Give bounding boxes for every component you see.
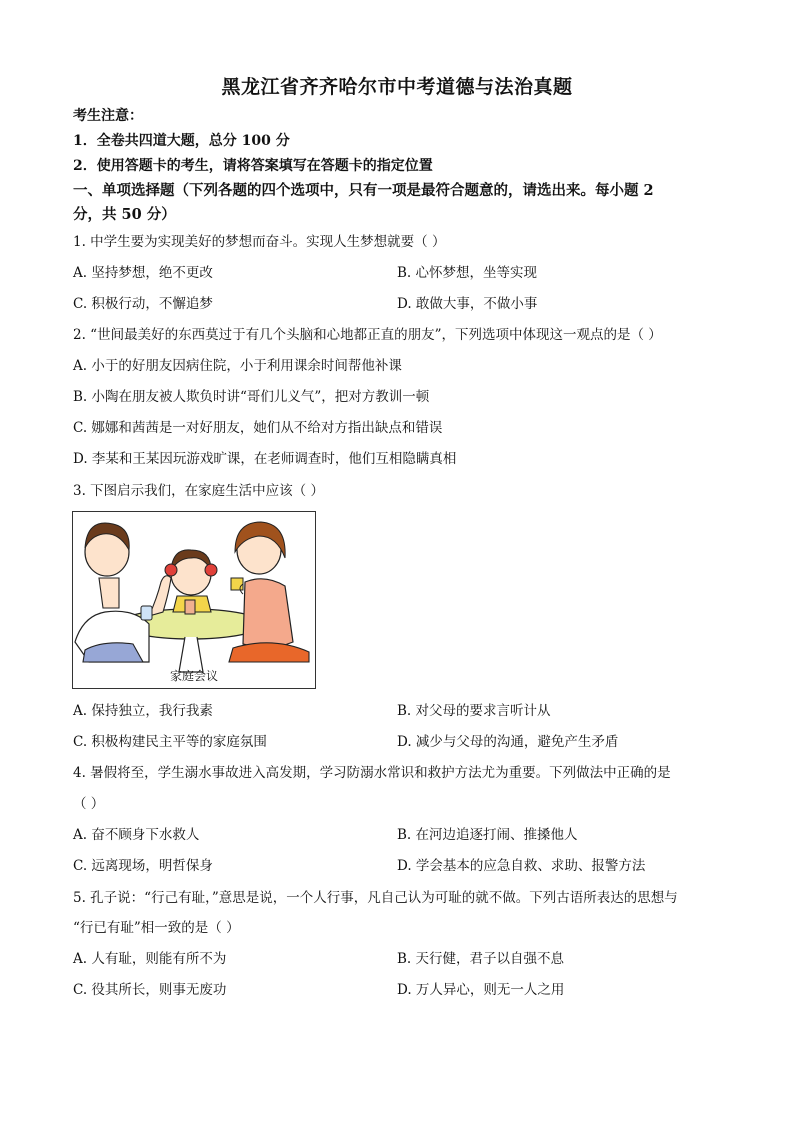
page-title: 黑龙江省齐齐哈尔市中考道德与法治真题	[221, 76, 573, 98]
question-4-option-c[interactable]: C. 远离现场，明哲保身	[73, 858, 213, 874]
question-3-stem: 3. 下图启示我们，在家庭生活中应该（ ）	[73, 483, 324, 499]
question-5-stem-line2: “行已有耻”相一致的是（ ）	[73, 920, 240, 936]
question-3-option-c[interactable]: C. 积极构建民主平等的家庭氛围	[73, 734, 267, 750]
question-4-stem-line2: （ ）	[73, 796, 105, 812]
question-3-option-b[interactable]: B. 对父母的要求言听计从	[397, 703, 551, 719]
question-5-option-c[interactable]: C. 役其所长，则事无废功	[73, 982, 227, 998]
question-5-stem-line1: 5. 孔子说：“行己有耻，”意思是说，一个人行事，凡自己认为可耻的就不做。下列古语所表达的思想与	[73, 890, 678, 906]
notice-heading: 考生注意：	[73, 108, 143, 124]
question-5-option-a[interactable]: A. 人有耻，则能有所不为	[73, 951, 227, 967]
question-4-option-b[interactable]: B. 在河边追逐打闹、推搡他人	[397, 827, 578, 843]
family-meeting-drawing	[73, 512, 315, 688]
question-2-option-d[interactable]: D. 李某和王某因玩游戏旷课，在老师调查时，他们互相隐瞒真相	[73, 451, 457, 467]
question-1-option-d[interactable]: D. 敢做大事，不做小事	[397, 296, 538, 312]
question-1-option-a[interactable]: A. 坚持梦想，绝不更改	[73, 265, 213, 281]
figure-caption: 家庭会议	[169, 669, 218, 683]
question-4-stem-line1: 4. 暑假将至，学生溺水事故进入高发期，学习防溺水常识和救护方法尤为重要。下列做法中正确的是	[73, 765, 671, 781]
question-5-option-d[interactable]: D. 万人异心，则无一人之用	[397, 982, 565, 998]
question-4-option-d[interactable]: D. 学会基本的应急自救、求助、报警方法	[397, 858, 646, 874]
question-2-option-b[interactable]: B. 小陶在朋友被人欺负时讲“哥们儿义气”，把对方教训一顿	[73, 389, 430, 405]
question-2-stem: 2. “世间最美好的东西莫过于有几个头脑和心地都正直的朋友”，下列选项中体现这一观点的是（ ）	[73, 327, 662, 343]
question-5-option-b[interactable]: B. 天行健，君子以自强不息	[397, 951, 565, 967]
question-1-option-c[interactable]: C. 积极行动，不懈追梦	[73, 296, 213, 312]
question-1-stem: 1. 中学生要为实现美好的梦想而奋斗。实现人生梦想就要（ ）	[73, 234, 446, 250]
section-heading-line1: 一、单项选择题（下列各题的四个选项中，只有一项是最符合题意的，请选出来。每小题 2	[73, 182, 654, 199]
family-meeting-illustration	[72, 511, 316, 689]
question-2-option-a[interactable]: A. 小于的好朋友因病住院，小于利用课余时间帮他补课	[73, 358, 402, 374]
question-3-option-a[interactable]: A. 保持独立，我行我素	[73, 703, 213, 719]
notice-item-1: 1．全卷共四道大题，总分 100 分	[73, 133, 290, 149]
question-1-option-b[interactable]: B. 心怀梦想，坐等实现	[397, 265, 538, 281]
notice-item-2: 2．使用答题卡的考生，请将答案填写在答题卡的指定位置	[73, 158, 433, 174]
section-heading-line2: 分，共 50 分）	[73, 206, 176, 223]
question-4-option-a[interactable]: A. 奋不顾身下水救人	[73, 827, 200, 843]
question-2-option-c[interactable]: C. 娜娜和茜茜是一对好朋友，她们从不给对方指出缺点和错误	[73, 420, 443, 436]
question-3-option-d[interactable]: D. 减少与父母的沟通，避免产生矛盾	[397, 734, 619, 750]
